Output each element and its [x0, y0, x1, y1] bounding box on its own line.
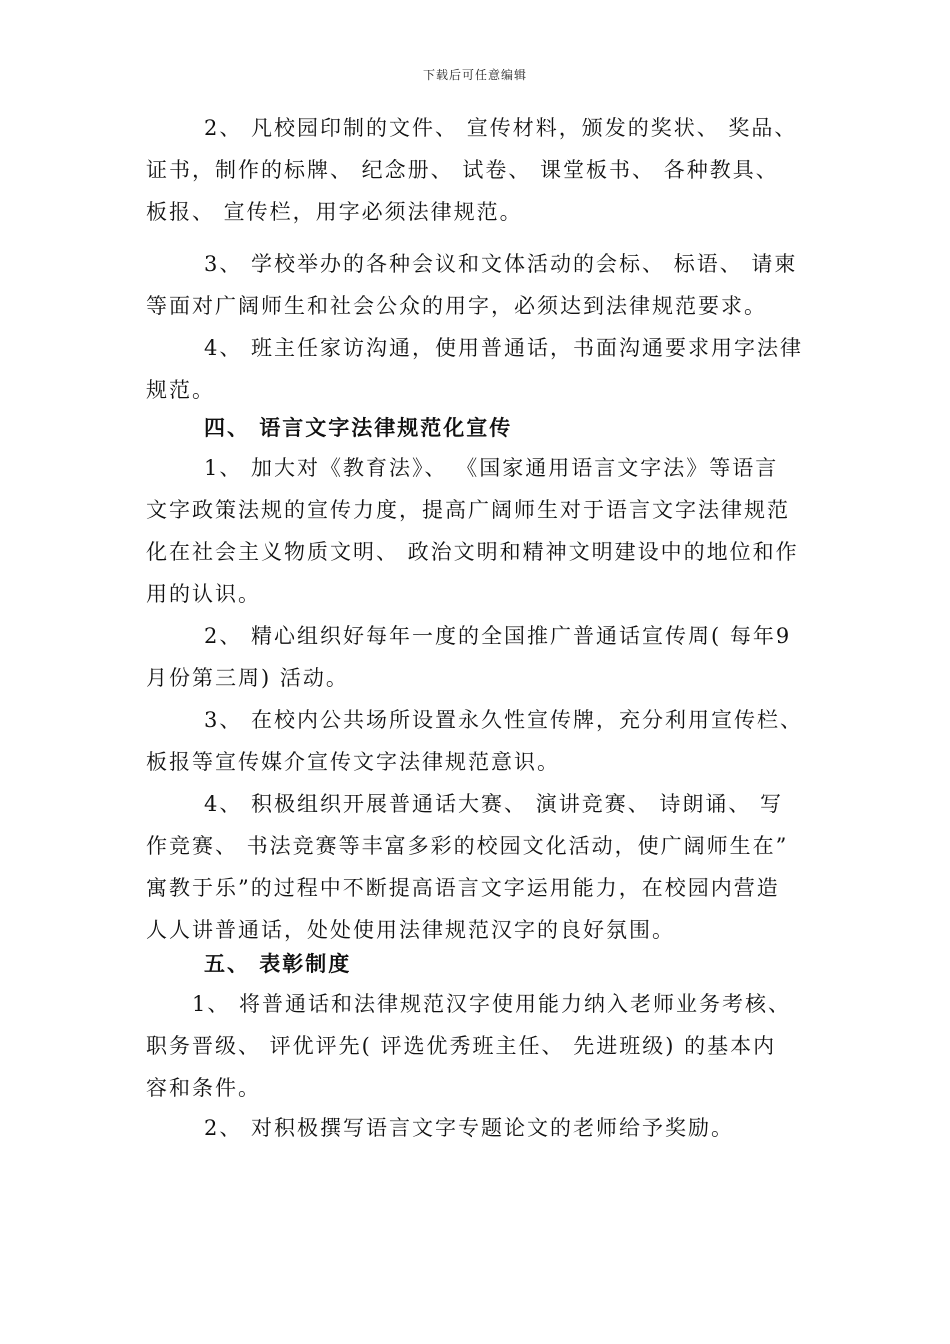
- text-line: 容和条件。: [146, 1076, 261, 1100]
- text-line: 板报、 宣传栏，用字必须法律规范。: [146, 200, 523, 224]
- text-line: 3、 学校举办的各种会议和文体活动的会标、 标语、 请柬: [204, 252, 798, 276]
- text-line: 4、 积极组织开展普通话大赛、 演讲竞赛、 诗朗诵、 写: [204, 792, 784, 816]
- text-line: 化在社会主义物质文明、 政治文明和精神文明建设中的地位和作: [146, 540, 799, 564]
- text-line: 作竞赛、 书法竞赛等丰富多彩的校园文化活动，使广阔师生在”: [146, 834, 789, 858]
- section-heading: 四、 语言文字法律规范化宣传: [204, 415, 513, 440]
- text-line: 职务晋级、 评优评先( 评选优秀班主任、 先进班级) 的基本内: [146, 1034, 777, 1058]
- text-line: 寓教于乐”的过程中不断提高语言文字运用能力，在校园内营造: [146, 876, 780, 900]
- page-header: 下载后可任意编辑: [422, 68, 527, 82]
- text-line: 2、 凡校园印制的文件、 宣传材料，颁发的奖状、 奖品、: [204, 116, 798, 140]
- text-line: 规范。: [146, 378, 215, 402]
- text-line: 2、 精心组织好每年一度的全国推广普通话宣传周( 每年9: [204, 624, 792, 648]
- text-line: 1、 加大对《教育法》、 《国家通用语言文字法》等语言: [204, 456, 779, 480]
- text-line: 等面对广阔师生和社会公众的用字，必须达到法律规范要求。: [146, 294, 767, 318]
- text-line: 3、 在校内公共场所设置永久性宣传牌，充分利用宣传栏、: [204, 708, 804, 732]
- text-line: 月份第三周) 活动。: [146, 666, 349, 690]
- text-line: 4、 班主任家访沟通，使用普通话，书面沟通要求用字法律: [204, 336, 804, 360]
- text-line: 证书，制作的标牌、 纪念册、 试卷、 课堂板书、 各种教具、: [146, 158, 779, 182]
- text-line: 用的认识。: [146, 582, 261, 606]
- text-line: 文字政策法规的宣传力度，提高广阔师生对于语言文字法律规范: [146, 498, 790, 522]
- text-line: 人人讲普通话，处处使用法律规范汉字的良好氛围。: [146, 918, 675, 942]
- text-line: 2、 对积极撰写语言文字专题论文的老师给予奖励。: [204, 1116, 735, 1140]
- text-line: 1、 将普通话和法律规范汉字使用能力纳入老师业务考核、: [192, 992, 792, 1016]
- section-heading: 五、 表彰制度: [204, 951, 352, 976]
- text-line: 板报等宣传媒介宣传文字法律规范意识。: [146, 750, 560, 774]
